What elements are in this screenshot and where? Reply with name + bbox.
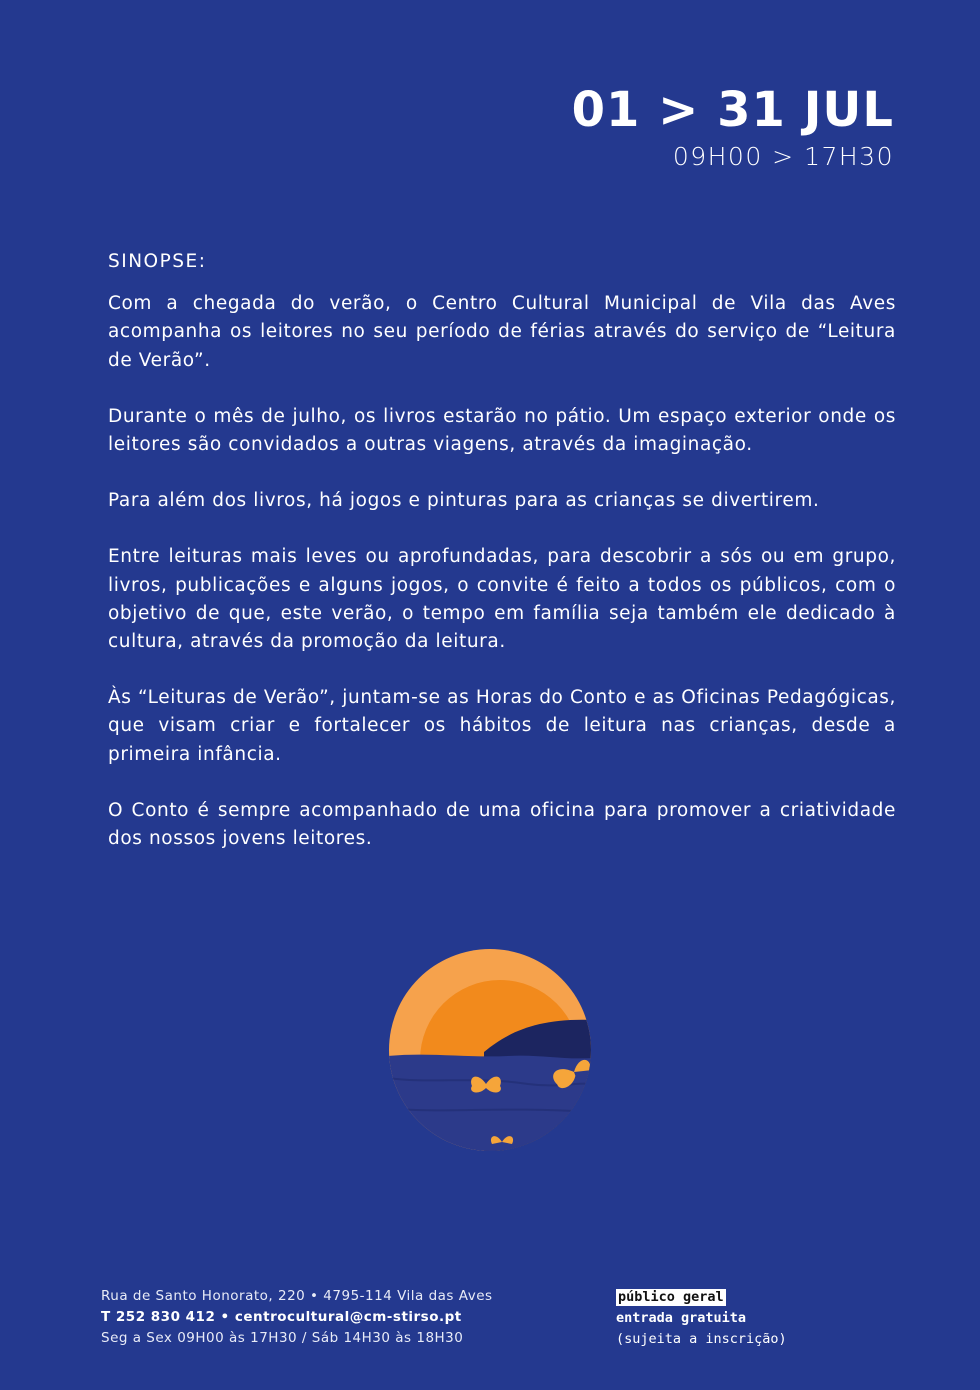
event-dates <box>572 82 894 171</box>
synopsis-heading: SINOPSE: <box>108 251 207 272</box>
synopsis-section <box>108 248 896 881</box>
audience-badge: público geral <box>618 1289 724 1305</box>
synopsis-paragraph: Com a chegada do verão, o Centro Cultural Municipal de Vila das Aves acompanha os leitores no seu período de férias através do serviço de “Leitura de Verão”. <box>108 293 896 371</box>
synopsis-paragraph: Às “Leituras de Verão”, juntam-se as Horas do Conto e as Oficinas Pedagógicas, que visam criar e fortalecer os hábitos de leitura nas crianças, desde a primeira infância. <box>108 687 896 765</box>
time-range: 09H00 > 17H30 <box>672 142 894 171</box>
synopsis-paragraph: O Conto é sempre acompanhado de uma oficina para promover a criatividade dos nossos jovens leitores. <box>108 799 896 850</box>
entry-label: entrada gratuita <box>616 1310 747 1326</box>
opening-hours-line: Seg a Sex 09H00 às 17H30 / Sáb 14H30 às 18H30 <box>101 1330 464 1346</box>
synopsis-paragraph: Entre leituras mais leves ou aprofundadas, para descobrir a sós ou em grupo, livros, publicações e alguns jogos, o convite é feito a todos os públicos, com o objetivo de que, este verão, o tempo em família seja também ele dedicado à cultura, através da promoção da leitura. <box>108 546 896 653</box>
audience-info <box>616 1287 787 1350</box>
synopsis-paragraph: Durante o mês de julho, os livros estarão no pátio. Um espaço exterior onde os leitores são convidados a outras viagens, através da imaginação. <box>108 405 896 456</box>
sunset-butterfly-illustration <box>388 948 592 1152</box>
address-line: Rua de Santo Honorato, 220 • 4795-114 Vila das Aves <box>101 1288 493 1304</box>
synopsis-paragraph: Para além dos livros, há jogos e pinturas para as crianças se divertirem. <box>108 490 820 512</box>
registration-note: (sujeita a inscrição) <box>616 1331 787 1347</box>
date-range: 01 > 31 JUL <box>571 82 894 138</box>
contact-line: T 252 830 412 • centrocultural@cm-stirso.pt <box>101 1309 462 1325</box>
venue-info <box>101 1286 493 1349</box>
